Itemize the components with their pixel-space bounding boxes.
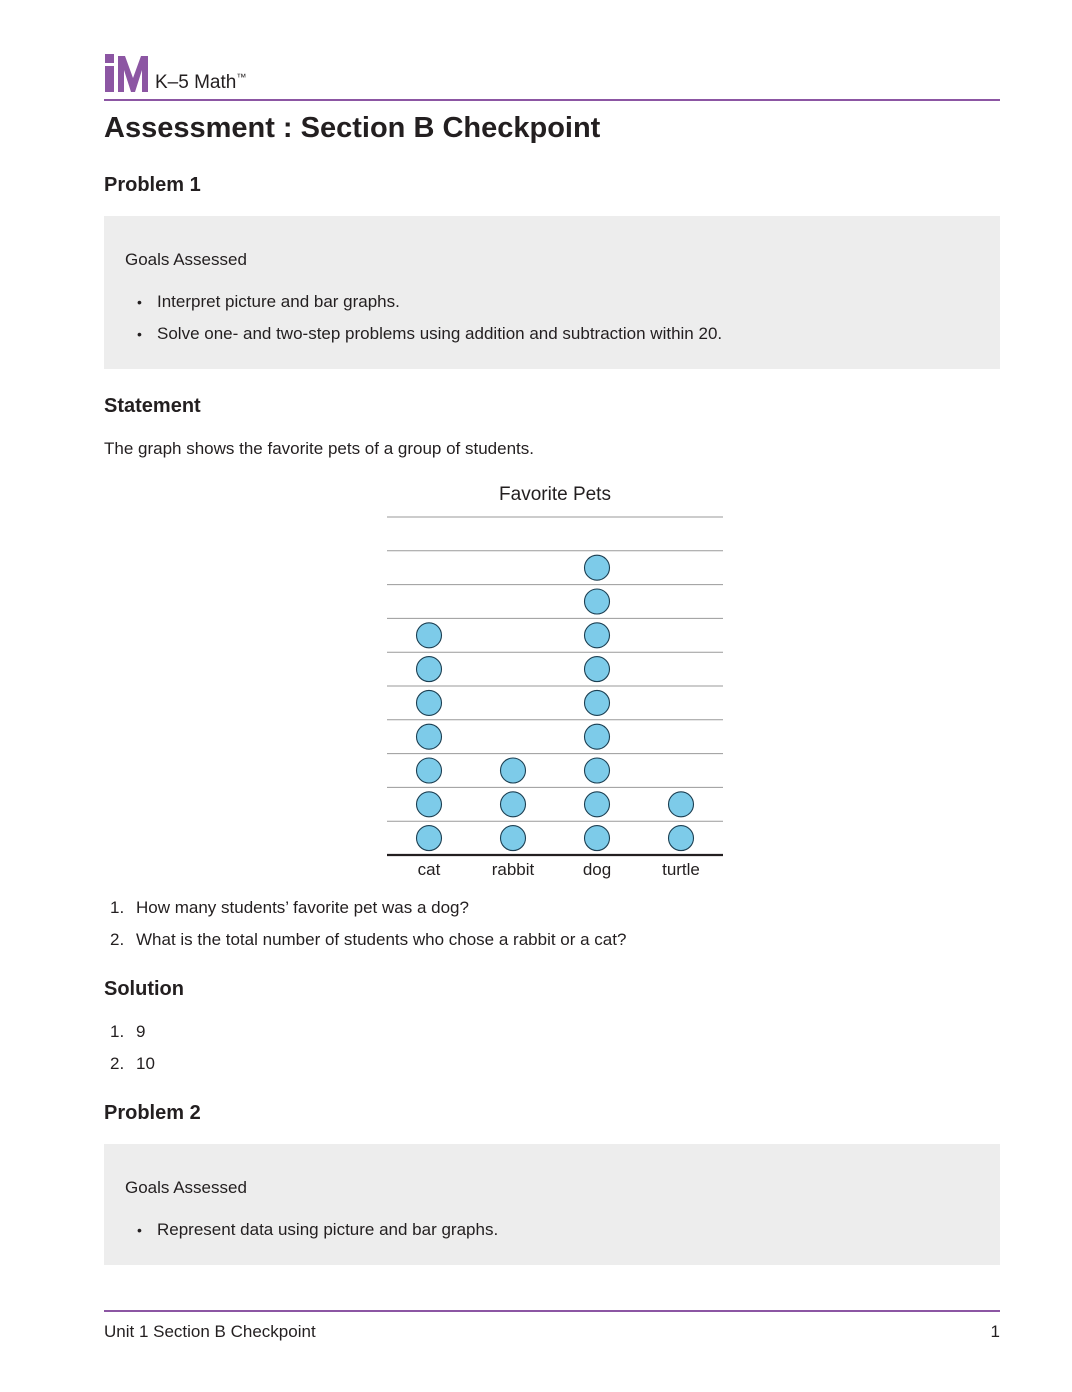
picture-mark-cat — [417, 826, 442, 851]
picture-mark-dog — [585, 758, 610, 783]
trademark: ™ — [236, 72, 247, 84]
solution-number: 2. — [110, 1054, 125, 1073]
statement-heading: Statement — [104, 395, 201, 417]
solution-heading: Solution — [104, 978, 184, 1000]
picture-mark-dog — [585, 623, 610, 648]
goals-label: Goals Assessed — [125, 250, 247, 269]
picture-mark-cat — [417, 690, 442, 715]
category-label-turtle: turtle — [662, 860, 700, 879]
picture-mark-cat — [417, 623, 442, 648]
bullet-icon: • — [137, 326, 142, 342]
category-label-cat: cat — [417, 860, 441, 879]
bullet-icon: • — [137, 1222, 142, 1238]
goal-item: Interpret picture and bar graphs. — [157, 292, 400, 311]
solution-number: 1. — [110, 1022, 125, 1041]
header-rule — [104, 99, 1000, 101]
picture-mark-dog — [585, 555, 610, 580]
picture-mark-cat — [417, 657, 442, 682]
page-number: 1 — [990, 1322, 1000, 1341]
picture-mark-dog — [585, 690, 610, 715]
problem-1-heading: Problem 1 — [104, 174, 201, 196]
picture-mark-dog — [585, 724, 610, 749]
footer-title: Unit 1 Section B Checkpoint — [104, 1322, 316, 1341]
picture-mark-rabbit — [501, 758, 526, 783]
solution-2: 10 — [136, 1054, 155, 1073]
picture-mark-dog — [585, 792, 610, 817]
question-number: 1. — [110, 898, 125, 917]
question-1: How many students’ favorite pet was a dog? — [136, 898, 469, 917]
picture-mark-dog — [585, 657, 610, 682]
chart-title: Favorite Pets — [499, 484, 611, 505]
picture-mark-dog — [585, 826, 610, 851]
picture-mark-dog — [585, 589, 610, 614]
category-label-rabbit: rabbit — [491, 860, 535, 879]
page-title: Assessment : Section B Checkpoint — [104, 112, 601, 144]
goals-label: Goals Assessed — [125, 1178, 247, 1197]
picture-mark-cat — [417, 792, 442, 817]
goals-box-problem-1 — [104, 216, 1000, 369]
question-2: What is the total number of students who chose a rabbit or a cat? — [136, 930, 627, 949]
picture-mark-turtle — [669, 826, 694, 851]
picture-mark-turtle — [669, 792, 694, 817]
problem-2-heading: Problem 2 — [104, 1102, 201, 1124]
picture-mark-rabbit — [501, 792, 526, 817]
brand-name: K–5 Math — [155, 72, 237, 93]
favorite-pets-picture-graph — [380, 478, 740, 888]
picture-mark-rabbit — [501, 826, 526, 851]
statement-text: The graph shows the favorite pets of a group of students. — [104, 439, 534, 458]
picture-mark-cat — [417, 724, 442, 749]
goals-box-problem-2 — [104, 1144, 1000, 1265]
goal-item: Represent data using picture and bar graphs. — [157, 1220, 499, 1239]
im-logo-mark — [104, 54, 152, 94]
footer-rule — [104, 1310, 1000, 1312]
picture-mark-cat — [417, 758, 442, 783]
bullet-icon: • — [137, 294, 142, 310]
solution-1: 9 — [136, 1022, 146, 1041]
category-label-dog: dog — [582, 860, 612, 879]
question-number: 2. — [110, 930, 125, 949]
goal-item: Solve one- and two-step problems using addition and subtraction within 20. — [157, 324, 723, 343]
